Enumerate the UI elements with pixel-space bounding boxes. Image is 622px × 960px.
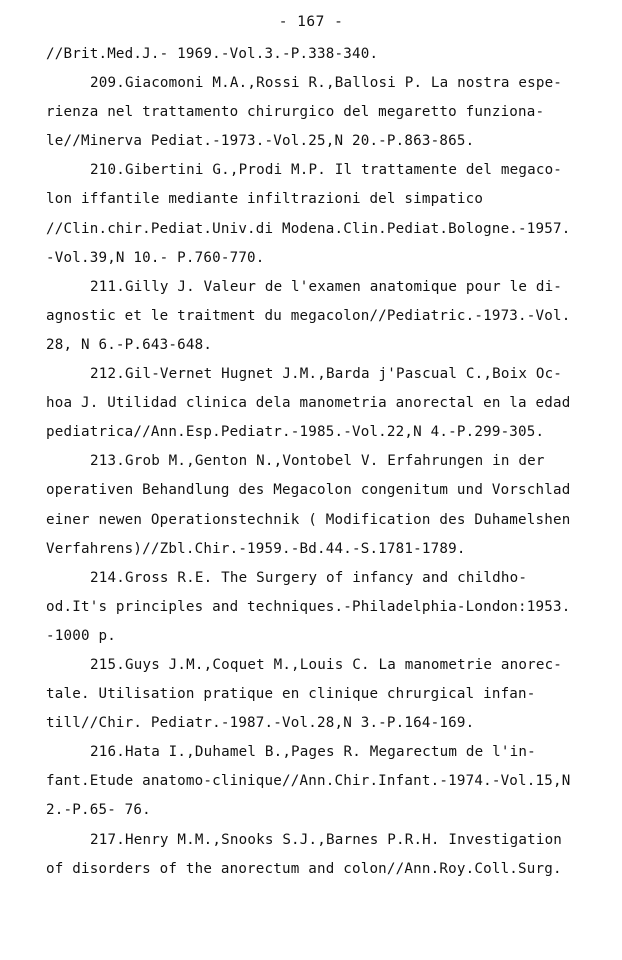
text-line: lon iffantile mediante infiltrazioni del simpatico — [46, 191, 484, 208]
reference-214-line-1: 214.Gross R.E. The Surgery of infancy and childho- — [90, 569, 528, 586]
reference-217-line-1: 217.Henry M.M.,Snooks S.J.,Barnes P.R.H. Investigation — [90, 831, 563, 848]
text-line: -1000 p. — [46, 627, 116, 644]
reference-213-line-1: 213.Grob M.,Genton N.,Vontobel V. Erfahrungen in der — [90, 453, 545, 470]
page-number: - 167 - — [278, 14, 344, 30]
reference-209-line-1: 209.Giacomoni M.A.,Rossi R.,Ballosi P. La nostra espe- — [90, 75, 563, 92]
text-line: operativen Behandlung des Megacolon congenitum und Vorschlad — [46, 482, 571, 499]
text-line: 2.-P.65- 76. — [46, 802, 151, 819]
reference-210-line-1: 210.Gibertini G.,Prodi M.P. Il trattamente del megaco- — [90, 162, 563, 179]
reference-215-line-1: 215.Guys J.M.,Coquet M.,Louis C. La manometrie anorec- — [90, 656, 563, 673]
reference-list — [46, 40, 576, 884]
text-line: le//Minerva Pediat.-1973.-Vol.25,N 20.-P.863-865. — [46, 133, 475, 150]
reference-211-line-1: 211.Gilly J. Valeur de l'examen anatomique pour le di- — [90, 278, 563, 295]
text-line: Verfahrens)//Zbl.Chir.-1959.-Bd.44.-S.1781-1789. — [46, 540, 466, 557]
text-line: -Vol.39,N 10.- P.760-770. — [46, 249, 265, 266]
text-line: //Brit.Med.J.- 1969.-Vol.3.-P.338-340. — [46, 46, 379, 62]
reference-216-line-1: 216.Hata I.,Duhamel B.,Pages R. Megarectum de l'in- — [90, 744, 536, 761]
reference-212-line-1: 212.Gil-Vernet Hugnet J.M.,Barda j'Pascual C.,Boix Oc- — [90, 366, 563, 383]
text-line: //Clin.chir.Pediat.Univ.di Modena.Clin.Pediat.Bologne.-1957. — [46, 220, 571, 237]
text-line: pediatrica//Ann.Esp.Pediatr.-1985.-Vol.22,N 4.-P.299-305. — [46, 424, 545, 441]
text-line: fant.Etude anatomo-clinique//Ann.Chir.Infant.-1974.-Vol.15,N — [46, 773, 571, 790]
text-line: tale. Utilisation pratique en clinique chrurgical infan- — [46, 686, 536, 703]
text-line: of disorders of the anorectum and colon//Ann.Roy.Coll.Surg. — [46, 860, 562, 877]
text-line: till//Chir. Pediatr.-1987.-Vol.28,N 3.-P.164-169. — [46, 715, 475, 732]
text-line: od.It's principles and techniques.-Philadelphia-London:1953. — [46, 598, 571, 615]
text-line: 28, N 6.-P.643-648. — [46, 336, 213, 353]
text-line: rienza nel trattamento chirurgico del megaretto funziona- — [46, 104, 545, 121]
text-line: agnostic et le traitment du megacolon//Pediatric.-1973.-Vol. — [46, 307, 571, 324]
text-line: einer newen Operationstechnik ( Modification des Duhamelshen — [46, 511, 571, 528]
text-line: hoa J. Utilidad clinica dela manometria anorectal en la edad — [46, 395, 571, 412]
